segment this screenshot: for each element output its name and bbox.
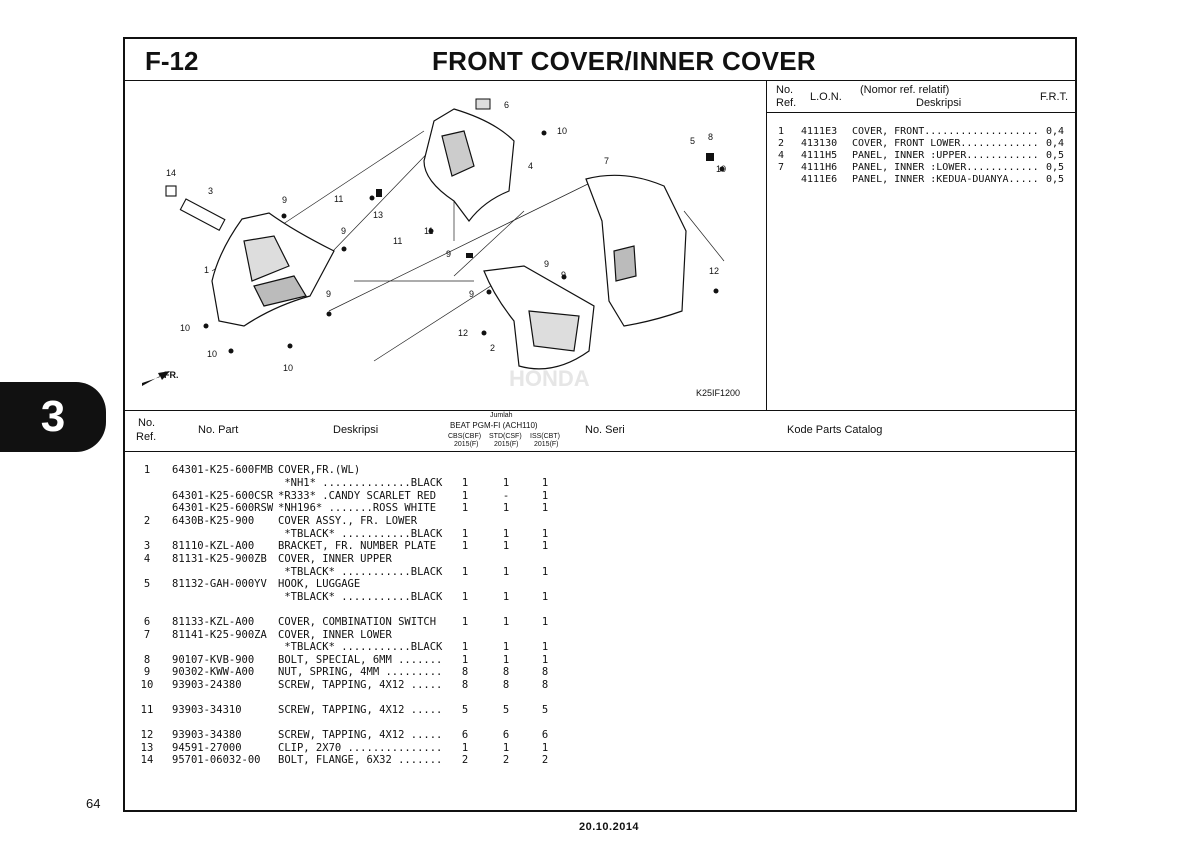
parts-header-col1: CBS(CBF)	[448, 433, 482, 440]
svg-text:9: 9	[326, 289, 332, 299]
lon-header-line	[767, 112, 1076, 113]
table-row: 2 6430B-K25-900 COVER ASSY., FR. LOWER	[143, 515, 418, 527]
lon-header-frt: F.R.T.	[1040, 91, 1069, 103]
svg-text:10: 10	[716, 164, 727, 174]
parts-header-col3-year: 2015(F)	[534, 441, 559, 448]
svg-text:9: 9	[544, 259, 550, 269]
svg-text:7: 7	[604, 156, 610, 166]
svg-text:10: 10	[180, 323, 191, 333]
page-number: 64	[86, 796, 101, 811]
watermark: HONDA	[509, 366, 590, 391]
table-row: 64301-K25-600RSW *NH196* .......ROSS WHITE 1 1 1	[172, 502, 549, 514]
table-row: 8 90107-KVB-900 BOLT, SPECIAL, 6MM ....... 1 1 1	[143, 654, 549, 666]
table-row: 64301-K25-600CSR *R333* .CANDY SCARLET RED 1 - 1	[172, 490, 549, 502]
svg-text:2: 2	[490, 343, 496, 353]
lon-header-lon: L.O.N.	[810, 91, 842, 103]
parts-header-part: No. Part	[198, 424, 239, 436]
svg-text:9: 9	[282, 195, 288, 205]
table-row: *TBLACK* ...........BLACK 1 1 1	[278, 641, 549, 653]
table-row: 5 81132-GAH-000YV HOOK, LUGGAGE	[143, 578, 361, 590]
table-row: *TBLACK* ...........BLACK 1 1 1	[278, 528, 549, 540]
table-row: 1 64301-K25-600FMB COVER,FR.(WL)	[143, 464, 361, 476]
svg-text:9: 9	[446, 249, 452, 259]
svg-text:13: 13	[373, 210, 384, 220]
svg-text:8: 8	[708, 132, 714, 142]
table-row: 4 81131-K25-900ZB COVER, INNER UPPER	[143, 553, 392, 565]
svg-text:5: 5	[690, 136, 696, 146]
print-date: 20.10.2014	[579, 821, 640, 833]
svg-text:9: 9	[561, 270, 567, 280]
section-tab	[0, 382, 106, 452]
svg-text:10: 10	[557, 126, 568, 136]
section-code: F-12	[145, 46, 199, 76]
svg-text:3: 3	[208, 186, 214, 196]
parts-header-col2-year: 2015(F)	[494, 441, 519, 448]
table-header-line	[124, 451, 1076, 452]
parts-header-col1-year: 2015(F)	[454, 441, 479, 448]
parts-header-desc: Deskripsi	[333, 424, 379, 436]
parts-header-seri: No. Seri	[585, 424, 625, 436]
exploded-parts-diagram	[124, 81, 766, 411]
parts-header-catalog: Kode Parts Catalog	[787, 424, 883, 436]
svg-text:10: 10	[207, 349, 218, 359]
svg-text:4: 4	[528, 161, 534, 171]
parts-header-col3: ISS(CBT)	[530, 433, 560, 440]
svg-text:14: 14	[166, 168, 177, 178]
svg-text:12: 12	[709, 266, 720, 276]
section-number: 3	[40, 392, 66, 441]
fr-arrow-label: FR.	[164, 370, 179, 380]
table-row: 12 93903-34380 SCREW, TAPPING, 4X12 ..... 6 6 6	[140, 729, 549, 741]
table-row: 6 81133-KZL-A00 COVER, COMBINATION SWITCH 1 1 1	[143, 616, 549, 628]
table-row: 3 81110-KZL-A00 BRACKET, FR. NUMBER PLATE 1 1 1	[143, 540, 549, 552]
table-row: 9 90302-KWW-A00 NUT, SPRING, 4MM ......... 8 8 8	[143, 666, 549, 678]
lon-header-deskripsi: Deskripsi	[916, 97, 962, 109]
svg-text:10: 10	[283, 363, 294, 373]
svg-text:9: 9	[341, 226, 347, 236]
page-title: FRONT COVER/INNER COVER	[432, 46, 816, 76]
lon-header-ref: Ref.	[776, 97, 797, 109]
svg-text:11: 11	[334, 194, 344, 204]
parts-header-col2: STD(CSF)	[489, 433, 522, 440]
diagram-ref-code: K25IF1200	[696, 388, 741, 398]
lon-header-nomor: (Nomor ref. relatif)	[860, 84, 950, 96]
table-row: *NH1* ..............BLACK 1 1 1	[278, 477, 549, 489]
parts-header-jumlah: Jumlah	[490, 412, 513, 419]
table-row: *TBLACK* ...........BLACK 1 1 1	[278, 591, 549, 603]
parts-header-no: No.	[138, 417, 156, 429]
table-row: 10 93903-24380 SCREW, TAPPING, 4X12 ..... 8 8 8	[140, 679, 549, 691]
svg-text:12: 12	[458, 328, 469, 338]
svg-text:6: 6	[504, 100, 510, 110]
lon-header-no: No.	[776, 84, 794, 96]
svg-text:11: 11	[393, 236, 403, 246]
table-row: 14 95701-06032-00 BOLT, FLANGE, 6X32 ....... 2 2 2	[140, 754, 549, 766]
diagram-divider	[766, 80, 767, 411]
svg-text:11: 11	[424, 226, 434, 236]
table-row: *TBLACK* ...........BLACK 1 1 1	[278, 566, 549, 578]
table-row: 13 94591-27000 CLIP, 2X70 ............... 1 1 1	[140, 742, 549, 754]
svg-text:1: 1	[204, 265, 210, 275]
parts-header-model: BEAT PGM-FI (ACH110)	[450, 421, 538, 430]
svg-text:9: 9	[469, 289, 475, 299]
parts-header-ref: Ref.	[136, 431, 157, 443]
table-row: 7 81141-K25-900ZA COVER, INNER LOWER	[143, 629, 392, 641]
table-row: 11 93903-34310 SCREW, TAPPING, 4X12 ..... 5 5 5	[140, 704, 549, 716]
